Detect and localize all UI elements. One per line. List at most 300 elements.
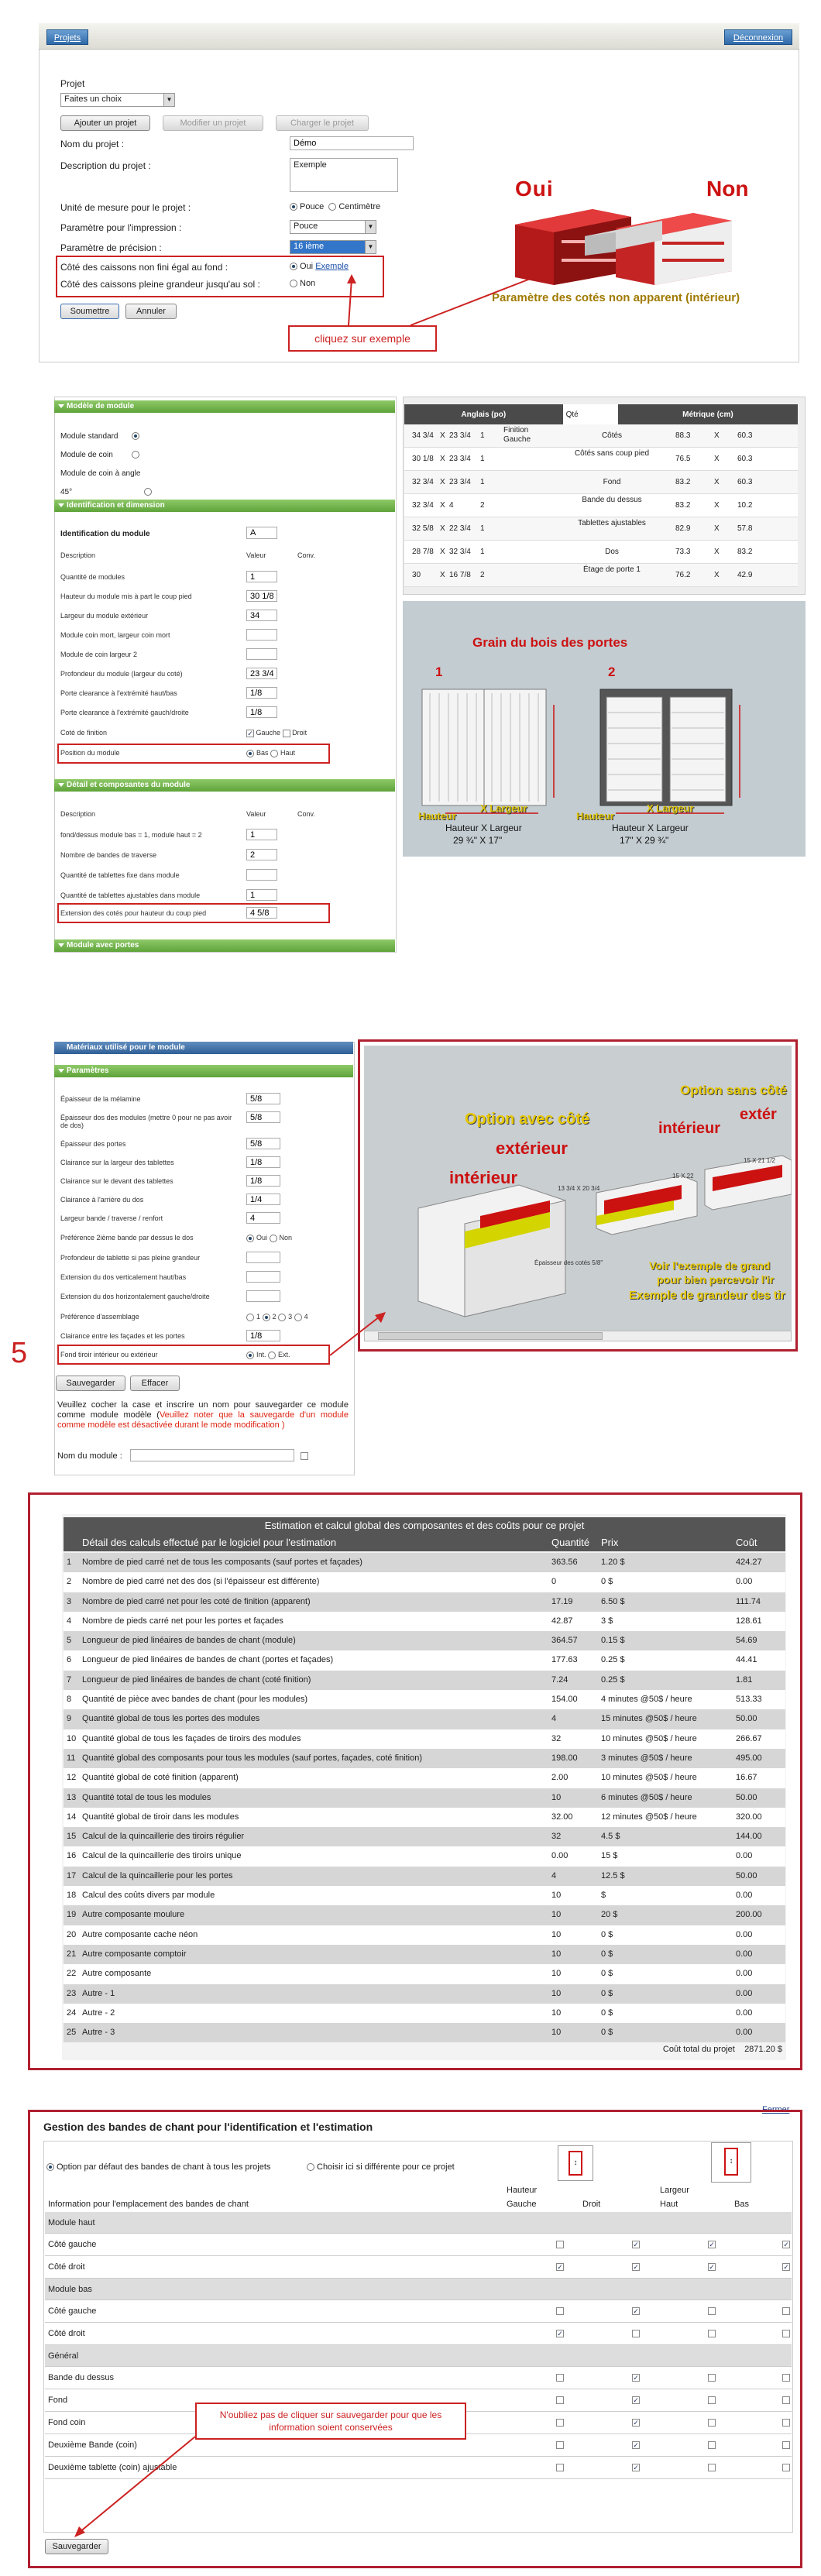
detail-row-input[interactable] [246, 869, 277, 881]
radio-icon[interactable] [290, 280, 297, 287]
row-number: 3 [67, 1596, 72, 1606]
radio-icon[interactable] [270, 750, 278, 757]
checkbox-icon[interactable] [283, 730, 290, 737]
row-cost: 0.00 [736, 1929, 753, 1939]
checkbox-icon[interactable] [782, 2307, 790, 2315]
checkbox-icon[interactable] [782, 2396, 790, 2404]
row-input[interactable] [246, 706, 277, 718]
radio-icon[interactable] [268, 1352, 276, 1359]
row-price: 3 minutes @50$ / heure [601, 1753, 692, 1763]
detail-row-input[interactable] [246, 829, 277, 840]
drawer-ext1: extérieur [496, 1139, 568, 1158]
row-price: $ [601, 1891, 606, 1901]
clear-label: Clairance entre les façades et les portes [60, 1332, 185, 1340]
position-high-label: Haut [280, 749, 296, 757]
params-arrow [325, 1309, 395, 1363]
row-quantity: 17.19 [551, 1596, 573, 1606]
checkbox-icon[interactable] [782, 2464, 790, 2471]
parts-cell: 28 7/8 [412, 548, 434, 556]
clear-input[interactable] [246, 1330, 280, 1341]
checkbox-icon[interactable] [556, 2241, 564, 2248]
checkbox-icon[interactable] [556, 2419, 564, 2427]
edgeband-row [45, 2323, 792, 2345]
param-label: Clairance sur la largeur des tablettes [60, 1159, 174, 1166]
row-label: Hauteur du module mis à part le coup pied [60, 592, 192, 600]
parts-cell: X [440, 524, 445, 533]
row-cost: 266.67 [736, 1733, 762, 1743]
assembly-label: Préférence d'assemblage [60, 1313, 139, 1321]
door-number-1: 1 [435, 665, 443, 679]
parts-cell: 22 3/4 [449, 524, 471, 533]
header-right: Droit [582, 2200, 601, 2209]
checkbox-icon[interactable]: ✓ [709, 2263, 715, 2271]
row-detail: Calcul de la quincaillerie pour les portes [82, 1870, 233, 1880]
estimate-rows [64, 1553, 785, 2042]
radio-icon[interactable] [263, 1314, 270, 1321]
detail-row-label: Quantité de tablettes ajustables dans module [60, 891, 201, 899]
delete-module-button[interactable]: Effacer [130, 1376, 180, 1391]
parts-cell: X [440, 501, 445, 510]
row2-input[interactable] [246, 1290, 280, 1302]
row-quantity: 32 [551, 1733, 562, 1743]
row-quantity: 10 [551, 1969, 562, 1979]
parts-cell: 23 3/4 [449, 478, 471, 486]
parts-cell: 32 3/4 [449, 548, 471, 556]
height-icon-box [558, 2145, 593, 2181]
model-opt-standard: Module standard [60, 432, 119, 441]
checkbox-icon[interactable] [301, 1452, 308, 1460]
checkbox-icon[interactable]: ✓ [633, 2419, 639, 2427]
estimate-header-row [64, 1534, 785, 1551]
row-quantity: 32.00 [551, 1812, 573, 1822]
row-quantity: 4 [551, 1714, 557, 1724]
parts-cell: 42.9 [737, 571, 753, 579]
row-number: 17 [67, 1870, 77, 1880]
cancel-button[interactable]: Annuler [125, 304, 177, 319]
position-low-label: Bas [256, 749, 269, 757]
param-input[interactable] [246, 1138, 280, 1149]
row-detail: Calcul de la quincaillerie des tiroirs régulier [82, 1832, 245, 1842]
checkbox-icon[interactable] [556, 2396, 564, 2404]
parts-cell: 60.3 [737, 478, 753, 486]
full-height-radio[interactable] [290, 279, 315, 288]
row-number: 7 [67, 1674, 72, 1685]
template-note [57, 1400, 349, 1431]
row-detail: Nombre de pied carré net des dos (si l'épaisseur est différente) [82, 1577, 320, 1587]
template-note-red: Veuillez noter que la sauvegarde d'un module comme modèle est désactivée durant le mode modification ) [57, 1410, 349, 1430]
row-detail: Longueur de pied linéaires de bandes de chant (coté finition) [82, 1674, 311, 1685]
row-price: 6.50 $ [601, 1596, 625, 1606]
parts-cell: 1 [480, 455, 485, 463]
row-detail: Quantité de pièce avec bandes de chant (pour les modules) [82, 1695, 308, 1705]
doors-header[interactable]: Module avec portes [54, 939, 395, 952]
row-cost: 128.61 [736, 1616, 762, 1626]
estimate-row [64, 1729, 785, 1749]
checkbox-icon[interactable] [708, 2330, 716, 2337]
edgeband-row [45, 2367, 792, 2389]
radio-icon[interactable] [144, 488, 152, 496]
row-number: 6 [67, 1655, 72, 1665]
parts-cell: 30 [412, 571, 421, 579]
checkbox-icon[interactable] [782, 2441, 790, 2449]
checkbox-icon[interactable] [632, 2330, 640, 2337]
row-quantity: 32 [551, 1832, 562, 1842]
estimate-row [64, 1650, 785, 1670]
projects-tab[interactable]: Projets [46, 29, 88, 45]
detail-row-input[interactable] [246, 889, 277, 901]
cabinet-comparison-image [507, 194, 786, 287]
row-detail: Autre - 1 [82, 1988, 115, 1998]
door2-caption-a: Hauteur X Largeur [612, 823, 689, 833]
radio-icon[interactable] [290, 203, 297, 211]
row-label: Quantité de modules [60, 573, 125, 581]
door1-caption-a: Hauteur X Largeur [445, 823, 522, 833]
checkbox-icon[interactable] [708, 2464, 716, 2471]
radio-icon[interactable] [246, 1235, 254, 1242]
header-detail: Détail des calculs effectué par le logiciel pour l'estimation [82, 1537, 337, 1548]
parts-cell: X [714, 548, 720, 556]
unit-cm-label: Centimètre [338, 202, 381, 211]
edit-project-button[interactable]: Modifier un projet [163, 115, 263, 131]
edgeband-row [45, 2234, 792, 2256]
row-quantity: 10 [551, 2008, 562, 2018]
row2-input[interactable] [246, 1271, 280, 1283]
radio-icon[interactable] [294, 1314, 302, 1321]
param-label: Largeur bande / traverse / renfort [60, 1214, 163, 1222]
row-input[interactable] [246, 571, 277, 582]
edgeband-row [45, 2256, 792, 2279]
save-module-button[interactable]: Sauvegarder [56, 1376, 125, 1391]
row-detail: Autre composante comptoir [82, 1949, 187, 1959]
row-detail: Nombre de pied carré net pour les coté de finition (apparent) [82, 1596, 311, 1606]
parts-cell: 76.2 [675, 571, 691, 579]
checkbox-icon[interactable]: ✓ [709, 2241, 715, 2248]
drawer-int2: intérieur [658, 1120, 721, 1137]
model-opt-corner45: Module de coin à angle 45° [60, 469, 141, 496]
row-cost: 0.00 [736, 1949, 753, 1959]
row-price: 0 $ [601, 1988, 613, 1998]
grain-title: Grain du bois des portes [472, 635, 628, 650]
checkbox-icon[interactable]: ✓ [783, 2263, 789, 2271]
parts-row [404, 494, 798, 517]
extension-input[interactable] [246, 907, 277, 919]
radio-icon[interactable] [290, 263, 297, 270]
identification-header[interactable]: Identification et dimension [54, 500, 395, 512]
checkbox-icon[interactable] [782, 2374, 790, 2382]
radio-icon[interactable] [270, 1235, 277, 1242]
row-quantity: 154.00 [551, 1695, 578, 1705]
row-input[interactable] [246, 590, 277, 602]
radio-icon[interactable] [328, 203, 336, 211]
parts-cell: 16 7/8 [449, 571, 471, 579]
row-price: 12.5 $ [601, 1870, 625, 1880]
material-header[interactable]: Matériaux utilisé pour le module [54, 1042, 353, 1054]
checkbox-icon[interactable]: ✓ [633, 2374, 639, 2382]
checkbox-icon[interactable] [708, 2307, 716, 2315]
assembly-radio[interactable] [246, 1313, 308, 1321]
position-radio[interactable] [246, 749, 295, 757]
drawer-see3: Exemple de grandeur des tir [629, 1289, 785, 1302]
param-input[interactable] [246, 1156, 280, 1168]
row-detail: Longueur de pied linéaires de bandes de chant (module) [82, 1636, 296, 1646]
row-detail: Nombre de pieds carré net pour les portes et façades [82, 1616, 283, 1626]
row-cost: 50.00 [736, 1792, 757, 1802]
radio-icon[interactable] [278, 1314, 286, 1321]
parts-cell: 4 [449, 501, 454, 510]
row-price: 4 minutes @50$ / heure [601, 1695, 692, 1705]
add-project-button[interactable]: Ajouter un projet [60, 115, 150, 131]
row-detail: Quantité global des composants pour tous les modules (sauf portes, façades, coté finition) [82, 1753, 423, 1763]
row-input[interactable] [246, 687, 277, 699]
row-cost: 424.27 [736, 1558, 762, 1567]
print-select[interactable] [290, 220, 376, 234]
checkbox-icon[interactable] [708, 2396, 716, 2404]
row2-input[interactable] [246, 1252, 280, 1263]
drawer-see1: Voir l'exemple de grand [649, 1259, 771, 1272]
pref-label: Préférence 2ième bande par dessus le dos [60, 1234, 194, 1242]
reminder-arrow [71, 2432, 203, 2540]
param-input[interactable] [246, 1212, 280, 1224]
estimate-row [64, 1690, 785, 1709]
param-label: Épaisseur des portes [60, 1140, 126, 1148]
row-cost: 0.00 [736, 2028, 753, 2038]
radio-icon[interactable] [132, 432, 139, 440]
row-input[interactable] [246, 610, 277, 621]
col-conv: Conv. [297, 810, 315, 818]
unit-radio-group[interactable] [290, 202, 380, 211]
row-quantity: 10 [551, 1910, 562, 1920]
position-label: Position du module [60, 749, 120, 757]
checkbox-icon[interactable]: ✓ [633, 2241, 639, 2248]
row-input[interactable] [246, 648, 277, 660]
parts-table [404, 404, 798, 424]
checkbox-icon[interactable] [708, 2419, 716, 2427]
module-id-input[interactable] [246, 527, 277, 539]
scrollbar-thumb[interactable] [378, 1332, 603, 1340]
parts-cell: X [714, 501, 720, 510]
parts-cell: 57.8 [737, 524, 753, 533]
extension-label: Extension des cotés pour hauteur du coup pied [60, 909, 207, 917]
parts-cell: Dos [605, 548, 619, 556]
checkbox-icon[interactable] [782, 2330, 790, 2337]
close-link[interactable]: Fermer [762, 2105, 790, 2114]
checkbox-icon[interactable] [556, 2307, 564, 2315]
logout-button[interactable]: Déconnexion [724, 29, 792, 45]
edgeband-row-label: Côté droit [48, 2329, 85, 2338]
row2-label: Profondeur de tablette si pas pleine grandeur [60, 1254, 201, 1262]
parts-cell: X [440, 431, 445, 440]
header-left: Gauche [507, 2200, 537, 2209]
save-reminder-callout: N'oubliez pas de cliquer sur sauvegarder pour que les information soient conservées [195, 2403, 466, 2440]
checkbox-icon[interactable]: ✓ [633, 2307, 639, 2315]
header-anglais: Anglais (po) [404, 404, 563, 424]
project-description-textarea[interactable] [290, 158, 398, 192]
row-detail: Quantité global de coté finition (apparent) [82, 1773, 239, 1783]
parts-cell: 10.2 [737, 501, 753, 510]
parts-row [404, 517, 798, 541]
row-cost: 0.00 [736, 1891, 753, 1901]
row-detail: Quantité global de tous les portes des modules [82, 1714, 260, 1724]
estimate-row [64, 1612, 785, 1631]
param-label: Épaisseur dos des modules (mettre 0 pour ne pas avoir de dos) [60, 1114, 232, 1129]
col-conv: Conv. [297, 551, 315, 559]
row-label: Largeur du module extérieur [60, 612, 149, 620]
checkbox-icon[interactable] [556, 2464, 564, 2471]
parts-cell: 30 1/8 [412, 455, 434, 463]
param-input[interactable] [246, 1093, 280, 1104]
side-finish-radio[interactable] [290, 262, 349, 271]
checkbox-icon[interactable] [782, 2419, 790, 2427]
row-number: 25 [67, 2028, 77, 2038]
finish-side-checks[interactable] [246, 729, 307, 737]
model-header[interactable]: Modèle de module [54, 400, 395, 413]
checkbox-icon[interactable] [556, 2441, 564, 2449]
section-header: Général [45, 2345, 792, 2367]
project-name-input[interactable] [290, 136, 414, 150]
edgeband-row-label: Deuxième Bande (coin) [48, 2440, 137, 2450]
checkbox-icon[interactable] [708, 2441, 716, 2449]
row-price: 6 minutes @50$ / heure [601, 1792, 692, 1802]
submit-button[interactable]: Soumettre [60, 304, 119, 319]
row-price: 4.5 $ [601, 1832, 620, 1842]
edgeband-row-label: Deuxième tablette (coin) ajustable [48, 2463, 177, 2472]
module-name-input[interactable] [130, 1449, 294, 1461]
row-detail: Autre - 2 [82, 2008, 115, 2018]
parts-cell: 23 3/4 [449, 431, 471, 440]
row-detail: Longueur de pied linéaires de bandes de chant (portes et façades) [82, 1655, 334, 1665]
total-value: 2871.20 $ [744, 2045, 782, 2054]
row-price: 15 $ [601, 1851, 618, 1861]
row-number: 1 [67, 1558, 72, 1567]
row-cost: 50.00 [736, 1714, 757, 1724]
parts-cell: X [714, 478, 720, 486]
checkbox-icon[interactable]: ✓ [557, 2330, 563, 2337]
row-quantity: 198.00 [551, 1753, 578, 1763]
detail-row-input[interactable] [246, 849, 277, 860]
row-price: 0 $ [601, 2028, 613, 2038]
checkbox-icon[interactable]: ✓ [633, 2441, 639, 2449]
edgeband-row-label: Côté gauche [48, 2306, 97, 2316]
params-header[interactable]: Paramètres [54, 1065, 353, 1077]
row-price: 20 $ [601, 1910, 618, 1920]
row-quantity: 2.00 [551, 1773, 569, 1783]
row-input[interactable] [246, 629, 277, 641]
row-detail: Quantité global de tiroir dans les modules [82, 1812, 239, 1822]
row-cost: 50.00 [736, 1870, 757, 1880]
checkbox-icon[interactable]: ✓ [633, 2464, 639, 2471]
parts-cell: 32 3/4 [412, 478, 434, 486]
project-select[interactable] [60, 93, 175, 107]
edgeband-save-button[interactable]: Sauvegarder [45, 2539, 108, 2554]
parts-cell: Bande du dessus [582, 496, 642, 504]
header-width: Largeur [660, 2186, 689, 2195]
radio-icon[interactable] [246, 1352, 254, 1359]
param-input[interactable] [246, 1194, 280, 1205]
example-link[interactable]: Exemple [315, 262, 349, 271]
module-name-label: Nom du module : [57, 1451, 122, 1461]
checkbox-icon[interactable]: ✓ [633, 2396, 639, 2404]
param-input[interactable] [246, 1175, 280, 1187]
row-cost: 54.69 [736, 1636, 757, 1646]
row-quantity: 10 [551, 1891, 562, 1901]
finish-left-label: Gauche [256, 729, 281, 737]
estimate-row [64, 1749, 785, 1768]
row-label: Module de coin largeur 2 [60, 651, 138, 658]
total-label: Coût total du projet [662, 2045, 735, 2054]
pref-radio[interactable] [246, 1234, 292, 1242]
checkbox-icon[interactable]: ✓ [247, 729, 253, 737]
checkbox-icon[interactable]: ✓ [633, 2263, 639, 2271]
full-no-label: Non [300, 279, 316, 288]
estimate-row [64, 1905, 785, 1925]
detail-header[interactable]: Détail et composantes du module [54, 779, 395, 792]
parts-cell: 2 [480, 571, 485, 579]
row-cost: 144.00 [736, 1832, 762, 1842]
header-cost: Coût [736, 1537, 757, 1548]
detail-row-label: fond/dessus module bas = 1, module haut = 2 [60, 831, 202, 839]
row-number: 13 [67, 1792, 77, 1802]
param-input[interactable] [246, 1111, 280, 1123]
parts-cell: Tablettes ajustables [578, 519, 646, 527]
row-price: 10 minutes @50$ / heure [601, 1733, 697, 1743]
oui-label: Oui [515, 177, 554, 201]
parts-cell: Fond [603, 478, 621, 486]
row-quantity: 10 [551, 1792, 562, 1802]
precision-select[interactable] [290, 240, 376, 254]
row-cost: 495.00 [736, 1753, 762, 1763]
parts-cell: X [714, 524, 720, 533]
model-opt-corner: Module de coin [60, 451, 113, 459]
non-label: Non [706, 177, 749, 201]
model-radio-group[interactable] [60, 428, 154, 502]
radio-icon[interactable] [132, 451, 139, 459]
section-header: Module haut [45, 2212, 792, 2234]
door2-width-word: X Largeur [647, 802, 694, 814]
parts-cell: 83.2 [737, 548, 753, 556]
assembly-opt: 2 [272, 1313, 277, 1321]
radio-icon[interactable] [246, 1314, 254, 1321]
estimate-row [64, 1671, 785, 1690]
checkbox-icon[interactable]: ✓ [557, 2263, 563, 2271]
project-label: Projet [60, 78, 85, 89]
assembly-opt: 4 [304, 1313, 308, 1321]
parts-cell: Côtés sans coup pied [574, 449, 650, 458]
row-detail: Calcul de la quincaillerie des tiroirs unique [82, 1851, 242, 1861]
row-number: 15 [67, 1832, 77, 1842]
parts-cell: 76.5 [675, 455, 691, 463]
checkbox-icon[interactable]: ✓ [783, 2241, 789, 2248]
project-select-value: Faites un choix [64, 94, 122, 104]
row-quantity: 0.00 [551, 1851, 569, 1861]
row-price: 15 minutes @50$ / heure [601, 1714, 697, 1724]
radio-icon[interactable] [246, 750, 254, 757]
estimate-row [64, 1867, 785, 1886]
checkbox-icon[interactable] [708, 2374, 716, 2382]
parts-cell: 2 [480, 501, 485, 510]
row-cost: 0.00 [736, 1969, 753, 1979]
row-number: 16 [67, 1851, 77, 1861]
parts-cell: 32 5/8 [412, 524, 434, 533]
load-project-button[interactable]: Charger le projet [276, 115, 369, 131]
row-price: 12 minutes @50$ / heure [601, 1812, 697, 1822]
checkbox-icon[interactable] [556, 2374, 564, 2382]
row-number: 2 [67, 1577, 72, 1587]
row-input[interactable] [246, 668, 277, 679]
row-label: Profondeur du module (largeur du coté) [60, 670, 183, 678]
assembly-opt: 1 [256, 1313, 261, 1321]
row-number: 11 [67, 1753, 76, 1763]
back-radio[interactable] [246, 1351, 290, 1359]
